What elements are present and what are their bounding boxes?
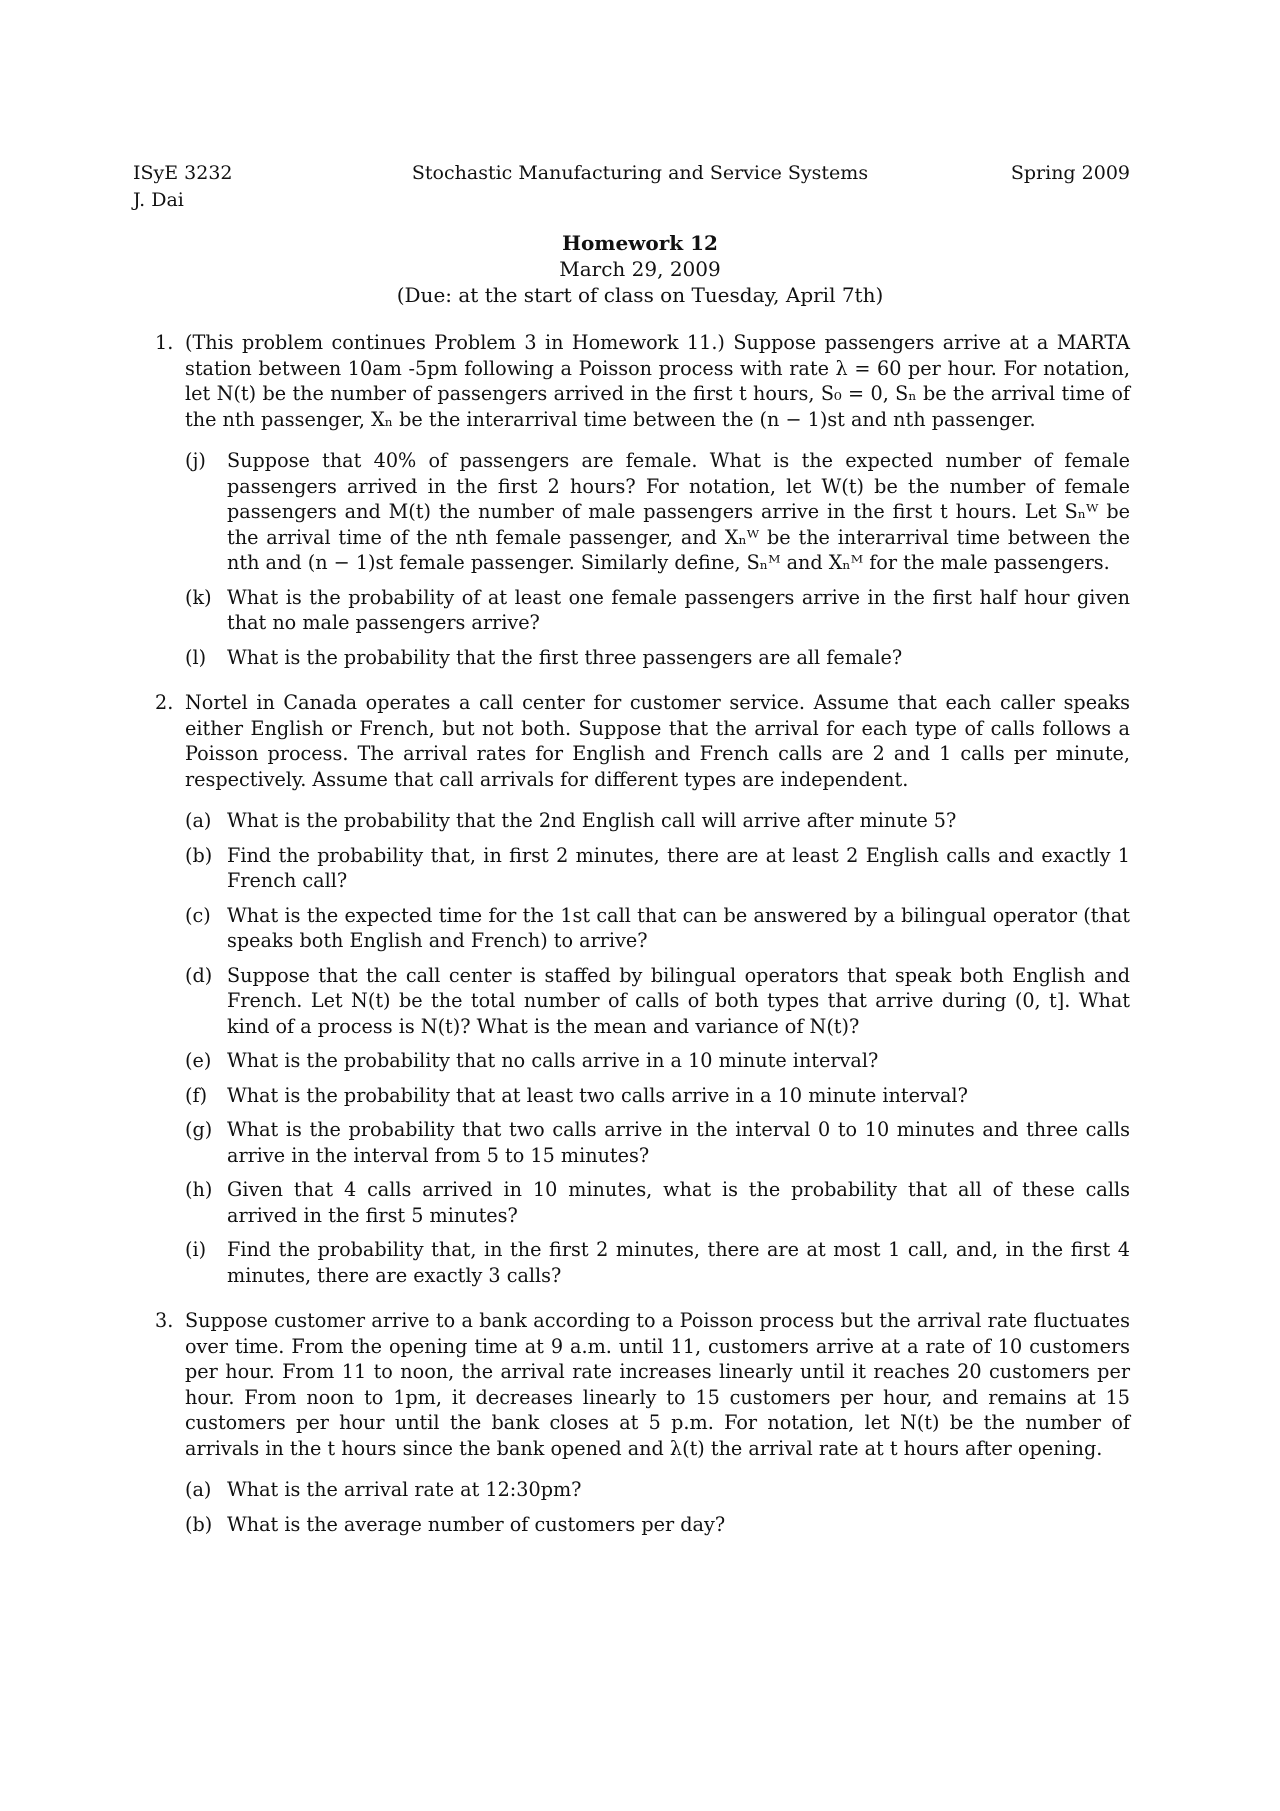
problem-intro: (This problem continues Problem 3 in Homework 11.) Suppose passengers arrive at a MARTA station between 10am -5pm following a Poisson process with rate λ = 60 per hour. For notation, let N(t) be the number of passengers arrived in the first t hours, S₀ = 0, Sₙ be the arrival time of the nth passenger, Xₙ be the interarrival time between the (n − 1)st and nth passenger.	[185, 331, 1130, 431]
homework-date: March 29, 2009	[559, 257, 721, 281]
homework-title: Homework 12	[562, 231, 718, 255]
title-block	[0, 230, 1280, 308]
subpart-label: (b)	[185, 1512, 213, 1536]
subpart	[185, 843, 1130, 894]
subpart-text: What is the probability that the 2nd English call will arrive after minute 5?	[227, 809, 957, 832]
term: Spring 2009	[1010, 162, 1130, 184]
subpart	[185, 963, 1130, 1040]
subpart	[185, 1048, 1130, 1074]
subpart-text: What is the probability of at least one female passengers arrive in the first half hour given that no male passengers arrive?	[227, 585, 1130, 634]
subpart	[185, 1237, 1130, 1288]
subpart-text: What is the probability that no calls arrive in a 10 minute interval?	[227, 1049, 879, 1072]
subpart	[185, 1512, 1130, 1538]
course-code: ISyE 3232	[133, 162, 233, 184]
subpart-text: What is the probability that the first three passengers are all female?	[227, 645, 903, 669]
subpart	[185, 585, 1130, 636]
problem-1	[155, 330, 1130, 670]
subpart-label: (c)	[185, 903, 211, 927]
due-note: (Due: at the start of class on Tuesday, April 7th)	[396, 283, 884, 307]
subpart	[185, 808, 1130, 834]
problem-number: 2.	[155, 691, 174, 714]
subpart-label: (j)	[185, 449, 206, 472]
problem-intro: Nortel in Canada operates a call center for customer service. Assume that each caller speaks either English or French, but not both. Suppose that the arrival for each type of calls follows a Poisson process. The arrival rates for English and French calls are 2 and 1 calls per minute, respectively. Assume that call arrivals for different types are independent.	[185, 691, 1130, 791]
subpart-list	[185, 448, 1130, 670]
problem-list	[155, 330, 1130, 1557]
subpart-label: (i)	[185, 1238, 207, 1261]
subpart-label: (k)	[185, 585, 212, 609]
subpart	[185, 1117, 1130, 1168]
problem-2	[155, 690, 1130, 1288]
subpart-list	[185, 808, 1130, 1288]
problem-intro: Suppose customer arrive to a bank according to a Poisson process but the arrival rate fluctuates over time. From the opening time at 9 a.m. until 11, customers arrive at a rate of 10 customers per hour. From 11 to noon, the arrival rate increases linearly until it reaches 20 customers per hour. From noon to 1pm, it decreases linearly to 15 customers per hour, and remains at 15 customers per hour until the bank closes at 5 p.m. For notation, let N(t) be the number of arrivals in the t hours since the bank opened and λ(t) the arrival rate at t hours after opening.	[185, 1309, 1130, 1460]
subpart-label: (a)	[185, 1478, 212, 1501]
instructor-name: J. Dai	[133, 189, 184, 211]
subpart-text: What is the probability that at least two calls arrive in a 10 minute interval?	[227, 1083, 968, 1107]
subpart	[185, 1083, 1130, 1109]
subpart-text: Suppose that the call center is staffed by bilingual operators that speak both English and French. Let N(t) be the total number of calls of both types that arrive during (0, t]. What kind of a process is N(t)? What is the mean and variance of N(t)?	[227, 963, 1130, 1038]
subpart	[185, 645, 1130, 671]
subpart-label: (d)	[185, 963, 213, 987]
subpart-text: What is the arrival rate at 12:30pm?	[227, 1478, 582, 1501]
subpart-label: (h)	[185, 1178, 213, 1201]
subpart-text: What is the probability that two calls arrive in the interval 0 to 10 minutes and three calls arrive in the interval from 5 to 15 minutes?	[227, 1118, 1130, 1167]
course-name: Stochastic Manufacturing and Service Systems	[411, 162, 869, 184]
subpart	[185, 1177, 1130, 1228]
subpart-text: What is the average number of customers per day?	[227, 1512, 726, 1536]
subpart-label: (f)	[185, 1083, 208, 1107]
subpart-list	[185, 1477, 1130, 1537]
problem-number: 3.	[155, 1309, 174, 1332]
subpart-text: Suppose that 40% of passengers are female. What is the expected number of female passengers arrived in the first 2 hours? For notation, let W(t) be the number of female passengers and M(t) the number of male passengers arrive in the first t hours. Let Sₙᵂ be the arrival time of the nth female passenger, and Xₙᵂ be the interarrival time between the nth and (n − 1)st female passenger. Similarly define, Sₙᴹ and Xₙᴹ for the male passengers.	[227, 449, 1130, 574]
subpart	[185, 903, 1130, 954]
subpart	[185, 448, 1130, 576]
subpart	[185, 1477, 1130, 1503]
subpart-label: (a)	[185, 809, 212, 832]
problem-3	[155, 1308, 1130, 1537]
subpart-text: What is the expected time for the 1st call that can be answered by a bilingual operator (that speaks both English and French) to arrive?	[227, 903, 1130, 952]
subpart-label: (b)	[185, 843, 213, 867]
subpart-label: (l)	[185, 645, 207, 669]
subpart-text: Given that 4 calls arrived in 10 minutes, what is the probability that all of these calls arrived in the first 5 minutes?	[227, 1178, 1130, 1227]
subpart-label: (g)	[185, 1118, 213, 1141]
problem-number: 1.	[155, 331, 174, 354]
subpart-text: Find the probability that, in first 2 minutes, there are at least 2 English calls and exactly 1 French call?	[227, 843, 1130, 892]
subpart-label: (e)	[185, 1049, 212, 1072]
subpart-text: Find the probability that, in the first 2 minutes, there are at most 1 call, and, in the first 4 minutes, there are exactly 3 calls?	[227, 1238, 1130, 1287]
